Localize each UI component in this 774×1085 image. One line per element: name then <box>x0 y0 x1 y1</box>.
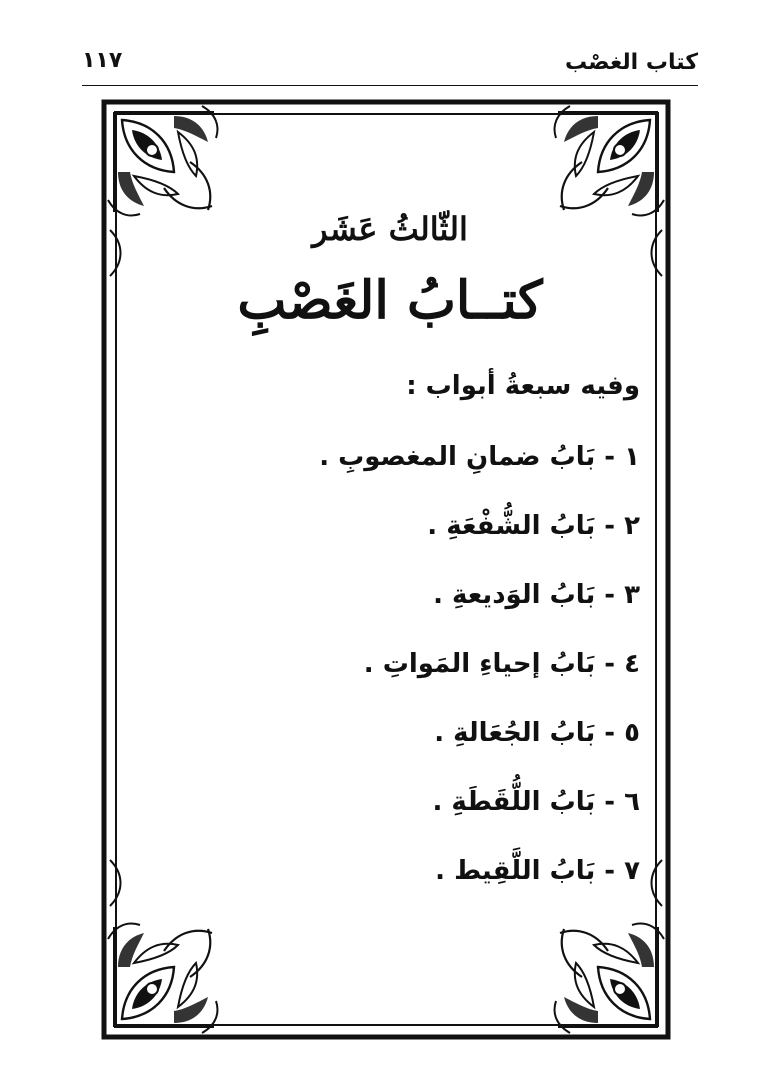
corner-ornament-bottom-right-icon <box>550 919 668 1037</box>
intro-line: وفيه سبعةُ أبواب : <box>406 371 640 401</box>
book-title: كتــابُ الغَصْبِ <box>237 270 543 331</box>
list-item: ١ - بَابُ ضمانِ المغصوبِ . <box>319 442 640 472</box>
list-item: ٦ - بَابُ اللُّقَطَةِ . <box>432 787 640 817</box>
page-number: ١١٧ <box>82 48 123 73</box>
running-title: كتاب الغصْب <box>565 50 698 75</box>
list-item: ٥ - بَابُ الجُعَالةِ . <box>434 718 640 748</box>
list-item: ٢ - بَابُ الشُّفْعَةِ . <box>427 511 640 541</box>
chapter-list <box>140 423 640 906</box>
list-item: ٧ - بَابُ اللَّقِيط . <box>435 856 640 886</box>
list-item: ٤ - بَابُ إحياءِ المَواتِ . <box>363 649 640 679</box>
part-label: الثّالثُ عَشَر <box>312 210 468 248</box>
list-item: ٣ - بَابُ الوَديعةِ . <box>433 580 640 610</box>
corner-ornament-bottom-left-icon <box>104 919 222 1037</box>
chapter-contents <box>140 180 640 906</box>
